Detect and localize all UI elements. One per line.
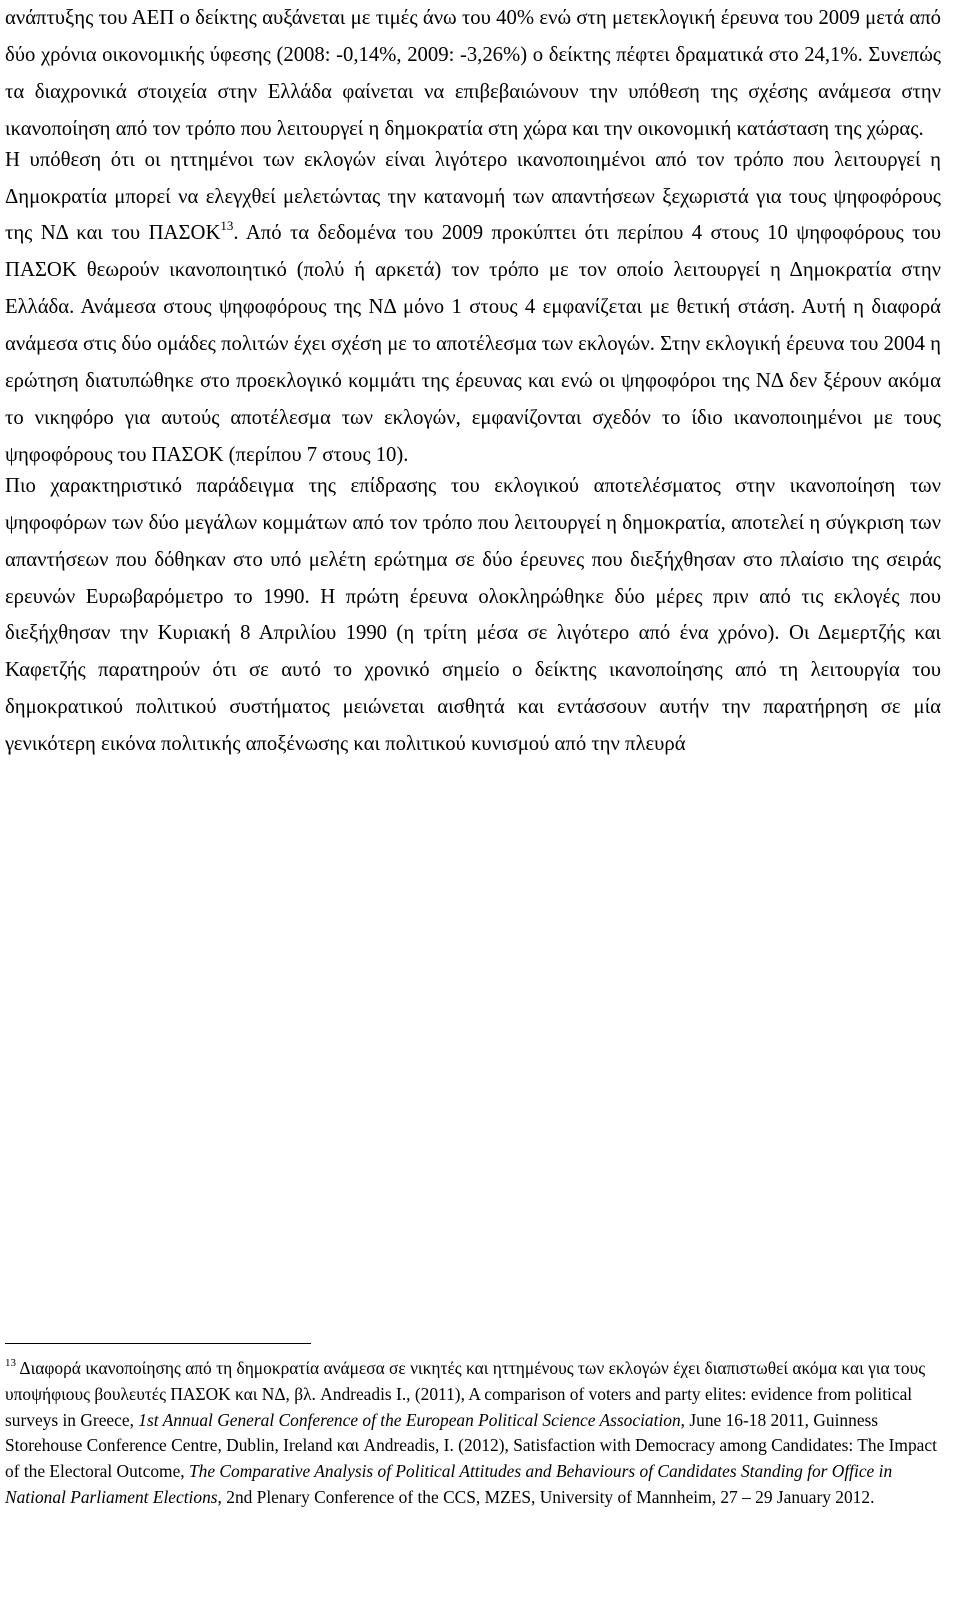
paragraph-1: ανάπτυξης του ΑΕΠ ο δείκτης αυξάνεται με τιμές άνω του 40% ενώ στη μετεκλογική έρευνα του 2009 μετά από δύο χρόνια οικονομικής ύφεσης (2008: -0,14%, 2009: -3,26%) ο δείκτης πέφτει δραματικά στο 24,1%. Συνεπώς τα διαχρονικά στοιχεία στην Ελλάδα φαίνεται να επιβεβαιώνουν την υπόθεση της σχέσης ανάμεσα στην ικανοποίηση από τον τρόπο που λειτουργεί η δημοκρατία στη χώρα και την οικονομική κατάσταση της χώρας. — [5, 7, 941, 140]
footnote-text-1: Διαφορά ικανοποίησης από τη δημοκρατία ανάμεσα σε νικητές και ηττημένους των εκλογών έχει διαπιστωθεί ακόμα και για τους υποψήφιους βουλευτές ΠΑΣΟΚ και ΝΔ, βλ. Andreadis I., (2011), A comparison of voters and party elites: evidence from political surveys in Greece, — [5, 1358, 926, 1430]
footnote-italic-1: 1st Annual General Conference of the European Political Science Association — [138, 1409, 681, 1430]
document-body — [5, 0, 941, 763]
footnote-text-2: , June 16-18 2011, Guinness Storehouse Conference Centre, Dublin, Ireland και Andreadis, I. (2012), Satisfaction with Democracy among Candidates: The Impact of the Electoral Outcome, — [5, 1409, 937, 1482]
paragraph-2 — [5, 142, 941, 474]
footnote-number: 13 — [5, 1357, 16, 1369]
footnote-reference-13[interactable]: 13 — [220, 218, 234, 234]
footnote-text-3: , 2nd Plenary Conference of the CCS, MZES, University of Mannheim, 27 – 29 January 2012. — [217, 1486, 875, 1507]
paragraph-2-text-a: Η υπόθεση ότι οι ηττημένοι των εκλογών είναι λιγότερο ικανοποιημένοι από τον τρόπο που λειτουργεί η Δημοκρατία μπορεί να ελεγχθεί μελετώντας την κατανομή των απαντήσεων ξεχωριστά για τους ψηφοφόρους της ΝΔ και του ΠΑΣΟΚ — [5, 148, 941, 245]
footnote-13 — [5, 1356, 941, 1511]
footnote-separator — [5, 1343, 311, 1344]
paragraph-3: Πιο χαρακτηριστικό παράδειγμα της επίδρασης του εκλογικού αποτελέσματος στην ικανοποίηση των ψηφοφόρων των δύο μεγάλων κομμάτων από τον τρόπο που λειτουργεί η δημοκρατία, αποτελεί η σύγκριση των απαντήσεων που δόθηκαν στο υπό μελέτη ερώτημα σε δύο έρευνες που διεξήχθησαν στο πλαίσιο της σειράς ερευνών Ευρωβαρόμετρο το 1990. Η πρώτη έρευνα ολοκληρώθηκε δύο μέρες πριν από τις εκλογές που διεξήχθησαν την Κυριακή 8 Απριλίου 1990 (η τρίτη μέσα σε λιγότερο από ένα χρόνο). Οι Δεμερτζής και Καφετζής παρατηρούν ότι σε αυτό το χρονικό σημείο ο δείκτης ικανοποίησης από τη λειτουργία του δημοκρατικού πολιτικού συστήματος μειώνεται αισθητά και εντάσσουν αυτήν την παρατήρηση σε μία γενικότερη εικόνα πολιτικής αποξένωσης και πολιτικού κυνισμού από την πλευρά — [5, 474, 941, 756]
paragraph-2-text-b: . Από τα δεδομένα του 2009 προκύπτει ότι περίπου 4 στους 10 ψηφοφόρους του ΠΑΣΟΚ θεωρούν ικανοποιητικό (πολύ ή αρκετά) τον τρόπο με τον οποίο λειτουργεί η Δημοκρατία στην Ελλάδα. Ανάμεσα στους ψηφοφόρους της ΝΔ μόνο 1 στους 4 εμφανίζεται με θετική στάση. Αυτή η διαφορά ανάμεσα στις δύο ομάδες πολιτών έχει σχέση με το αποτέλεσμα των εκλογών. Στην εκλογική έρευνα του 2004 η ερώτηση διατυπώθηκε στο προεκλογικό κομμάτι της έρευνας και ενώ οι ψηφοφόροι της ΝΔ δεν ξέρουν ακόμα το νικηφόρο για αυτούς αποτέλεσμα των εκλογών, εμφανίζονται σχεδόν το ίδιο ικανοποιημένοι με τους ψηφοφόρους του ΠΑΣΟΚ (περίπου 7 στους 10). — [5, 222, 941, 466]
footnote-italic-2: The Comparative Analysis of Political Attitudes and Behaviours of Candidates Standing for Office in National Parliament Elections — [5, 1461, 893, 1507]
